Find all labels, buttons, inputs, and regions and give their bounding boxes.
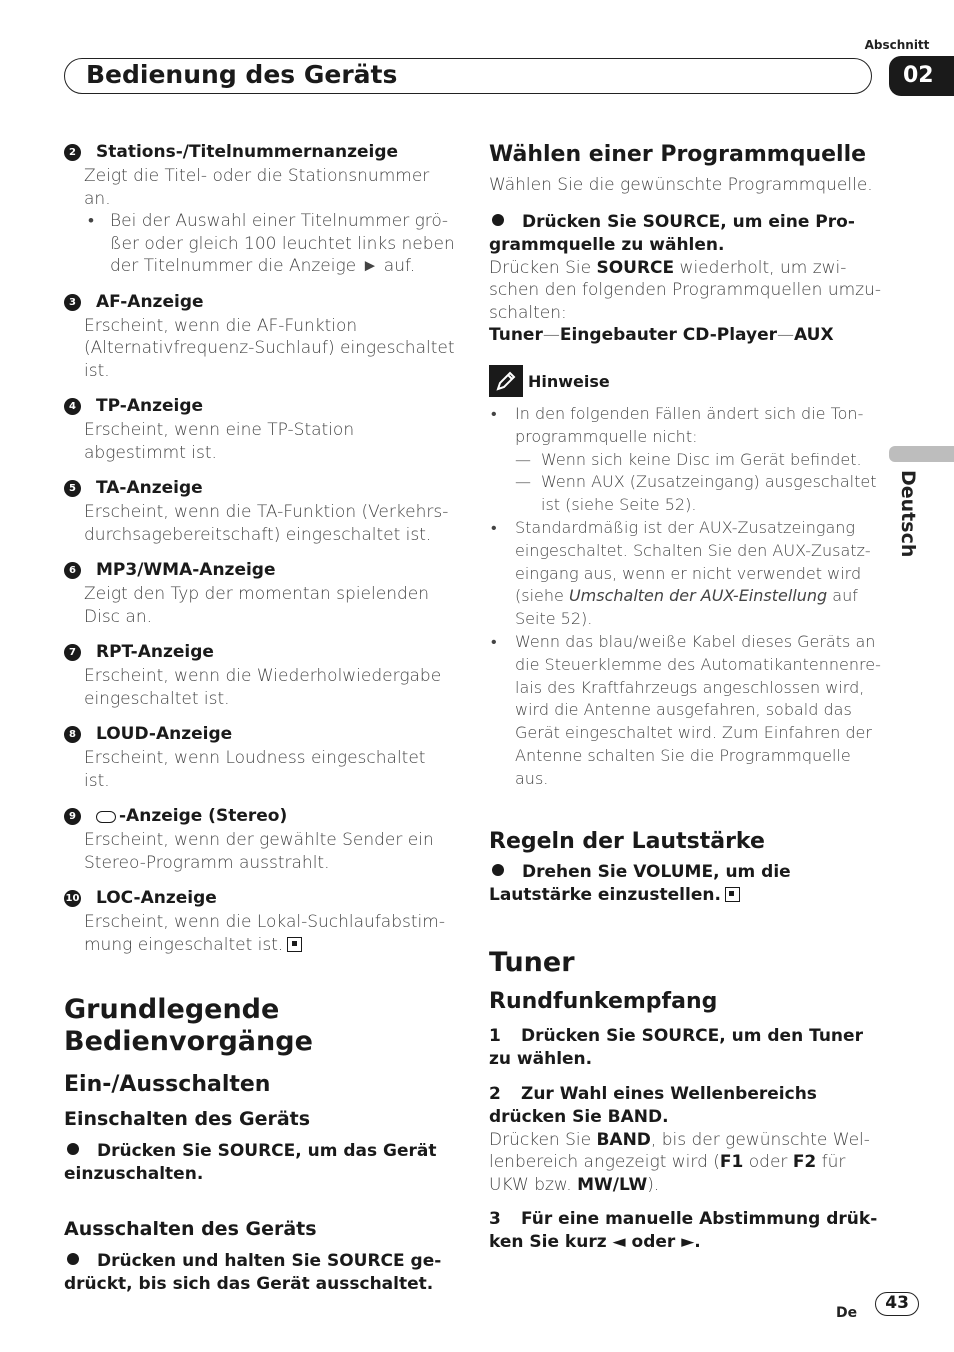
body-text: wiederholt, um zwischen den folgenden Programmquellen umzuschalten: — [489, 257, 881, 323]
item-title: RPT-Anzeige — [96, 642, 214, 662]
left-column — [64, 140, 456, 1296]
step-text: Drücken Sie SOURCE, um den Tuner zu wählen. — [489, 1025, 863, 1069]
number-badge: 10 — [64, 890, 81, 907]
list-item — [64, 140, 456, 278]
item-body: Erscheint, wenn eine TP-Station abgestimmt ist. — [84, 420, 355, 463]
item-body: Erscheint, wenn der gewählte Sender ein Stereo-Programm ausstrahlt. — [84, 830, 434, 873]
subheading-einschalten: Einschalten des Geräts — [64, 1108, 311, 1130]
bullet-dot-icon — [492, 864, 504, 876]
body-text: Drücken Sie — [489, 1129, 597, 1150]
note-subitem: — Wenn AUX (Zusatzeingang) ausgeschaltet ist (siehe Seite 52). — [489, 471, 881, 517]
side-language-tab: Deutsch — [897, 470, 919, 558]
section-number-badge: 02 — [889, 56, 954, 96]
key-label: BAND — [596, 1129, 651, 1150]
number-badge: 4 — [64, 398, 81, 415]
instruction-regeln — [489, 861, 881, 907]
item-body: Erscheint, wenn die AF-Funktion (Alternativfrequenz-Suchlauf) eingeschaltet ist. — [84, 315, 455, 381]
source-sequence — [489, 324, 881, 347]
note-item: • In den folgenden Fällen ändert sich die Tonprogrammquelle nicht: — [489, 403, 881, 449]
item-body: Erscheint, wenn die Lokal-Suchlaufabstimmung eingeschaltet ist. — [84, 912, 445, 955]
instruction-text: Drücken Sie SOURCE, um eine Programmquelle zu wählen. — [489, 211, 855, 255]
body-text: oder — [743, 1152, 793, 1173]
instruction-text: Drücken und halten Sie SOURCE gedrückt, bis sich das Gerät ausschaltet. — [64, 1251, 442, 1294]
language-code: De — [836, 1305, 858, 1321]
number-badge: 7 — [64, 644, 81, 661]
item-title: LOC-Anzeige — [96, 888, 217, 908]
waehlen-intro: Wählen Sie die gewünschte Programmquelle. — [489, 175, 873, 195]
stop-square-icon — [287, 937, 302, 952]
step-3 — [489, 1208, 881, 1254]
body-text: für UKW bzw. — [489, 1152, 846, 1195]
number-badge: 6 — [64, 562, 81, 579]
stop-square-icon — [725, 887, 740, 902]
item-title: AF-Anzeige — [96, 291, 204, 312]
page-title: Bedienung des Geräts — [86, 60, 398, 89]
notes-header — [489, 365, 881, 397]
key-label: SOURCE — [596, 257, 675, 278]
instruction-einschalten — [64, 1140, 456, 1186]
body-text: , bis der gewünschte Wellenbereich angezeigt wird ( — [489, 1129, 870, 1173]
item-body: Zeigt die Titel- oder die Stationsnummer an. — [84, 166, 430, 209]
source-separator: — — [542, 325, 560, 345]
instruction-ausschalten — [64, 1250, 456, 1296]
item-bullet: • Bei der Auswahl einer Titelnummer größer oder gleich 100 leuchtet links neben der Titelnummer die Anzeige ► auf. — [84, 210, 456, 278]
instruction-text: Drehen Sie VOLUME, um die Lautstärke einzustellen. — [489, 861, 791, 905]
subheading-ausschalten: Ausschalten des Geräts — [64, 1218, 317, 1240]
section-heading-tuner: Tuner — [489, 946, 575, 978]
note-subitem: — Wenn sich keine Disc im Gerät befindet. — [489, 449, 881, 472]
side-tab-bar — [889, 446, 954, 462]
source-cd: Eingebauter CD-Player — [559, 325, 777, 345]
instruction-waehlen — [489, 211, 881, 257]
item-body: Zeigt den Typ der momentan spielenden Disc an. — [84, 584, 429, 627]
bullet-dot-icon — [67, 1253, 79, 1265]
stereo-icon — [96, 811, 116, 823]
step-number: 3 — [489, 1209, 501, 1230]
note-item: • Wenn das blau/weiße Kabel dieses Geräts an die Steuerklemme des Automatikantennenrelais des Kraftfahrzeugs angeschlossen wird, wird die Antenne ausgefahren, sobald das Gerät eingeschaltet wird. Zum Einfahren der Antenne schalten Sie die Programmquelle aus. — [489, 631, 881, 791]
number-badge: 8 — [64, 726, 81, 743]
key-label: F1 — [719, 1152, 744, 1173]
item-title: Stations-/Titelnummernanzeige — [96, 142, 399, 162]
notes-title: Hinweise — [528, 371, 610, 391]
number-badge: 2 — [64, 144, 81, 161]
subheading-waehlen: Wählen einer Programmquelle — [489, 142, 867, 167]
note-text: auf Seite 52). — [515, 586, 858, 629]
list-item — [64, 722, 456, 792]
page-number: 43 — [875, 1292, 919, 1316]
subheading-rundfunk: Rundfunkempfang — [489, 988, 718, 1014]
item-body: Erscheint, wenn Loudness eingeschaltet ist. — [84, 748, 426, 791]
waehlen-body — [489, 257, 881, 325]
notes-list — [489, 403, 881, 791]
right-column — [489, 140, 881, 1254]
list-item — [64, 476, 456, 546]
key-label: F2 — [792, 1152, 817, 1173]
item-title: MP3/WMA-Anzeige — [96, 560, 276, 580]
page-footer — [836, 1287, 919, 1321]
number-badge: 9 — [64, 808, 81, 825]
item-title: TP-Anzeige — [96, 396, 204, 416]
list-item — [64, 394, 456, 464]
bullet-dot-icon — [492, 214, 504, 226]
key-label: MW/LW — [577, 1174, 648, 1195]
item-title: TA-Anzeige — [96, 478, 203, 498]
instruction-text: Drücken Sie SOURCE, um das Gerät einzuschalten. — [64, 1141, 437, 1184]
subheading-ein-aus: Ein-/Ausschalten — [64, 1072, 271, 1097]
body-text: Drücken Sie — [489, 257, 597, 278]
list-item — [64, 640, 456, 710]
step-1 — [489, 1025, 881, 1071]
item-body: Erscheint, wenn die Wiederholwiedergabe eingeschaltet ist. — [84, 666, 442, 709]
section-heading-grundlegende: Grundlegende Bedienvorgänge — [64, 994, 313, 1057]
step-2-body — [489, 1129, 881, 1197]
bullet-dot-icon — [67, 1143, 79, 1155]
list-item — [64, 886, 456, 956]
source-separator: — — [777, 325, 794, 345]
item-title: LOUD-Anzeige — [96, 724, 233, 744]
body-text: ). — [647, 1174, 660, 1195]
step-text: Für eine manuelle Abstimmung drükken Sie kurz ◄ oder ►. — [489, 1209, 878, 1253]
subheading-regeln: Regeln der Lautstärke — [489, 828, 765, 854]
note-reference: Umschalten der AUX-Einstellung — [568, 586, 828, 606]
number-badge: 5 — [64, 480, 81, 497]
list-item — [64, 558, 456, 628]
section-label: Abschnitt — [864, 38, 930, 52]
source-aux: AUX — [794, 325, 834, 345]
note-text: Standardmäßig ist der AUX-Zusatzeingang eingeschaltet. Schalten Sie den AUX-Zusatzeingang aus, wenn er nicht verwendet wird (siehe — [515, 517, 871, 606]
item-title: -Anzeige (Stereo) — [119, 806, 288, 826]
source-tuner: Tuner — [489, 325, 543, 345]
step-number: 2 — [489, 1083, 501, 1104]
list-item — [64, 804, 456, 874]
item-body: Erscheint, wenn die TA-Funktion (Verkehrsdurchsagebereitschaft) eingeschaltet ist. — [84, 502, 449, 545]
list-item — [64, 290, 456, 383]
pencil-note-icon — [489, 365, 523, 397]
number-badge: 3 — [64, 294, 81, 311]
note-item — [489, 517, 881, 631]
step-2 — [489, 1083, 881, 1129]
step-number: 1 — [489, 1025, 501, 1046]
step-text: Zur Wahl eines Wellenbereichs drücken Sie BAND. — [489, 1083, 817, 1127]
